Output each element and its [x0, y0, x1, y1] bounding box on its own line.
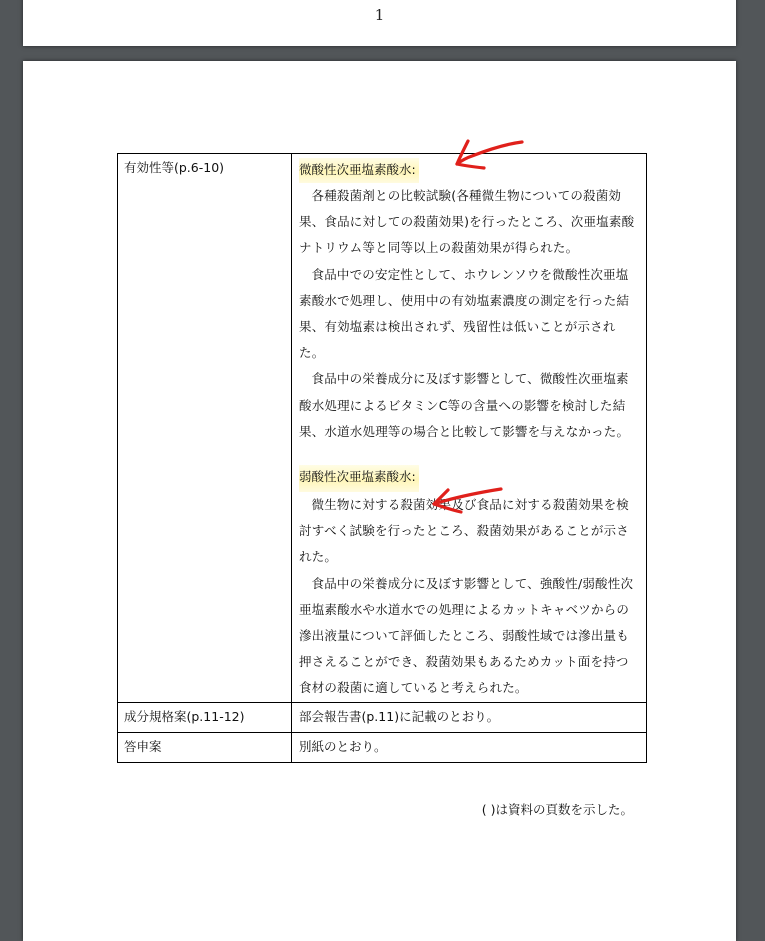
paragraph: 食品中での安定性として、ホウレンソウを微酸性次亜塩素酸水で処理し、使用中の有効塩素濃度の測定を行った結果、有効塩素は検出されず、残留性は低いことが示された。	[299, 266, 630, 361]
paragraph: 食品中の栄養成分に及ぼす影響として、微酸性次亜塩素酸水処理によるビタミンC等の含量への影響を検討した結果、水道水処理等の場合と比較して影響を与えなかった。	[299, 371, 630, 439]
page-number: 1	[374, 6, 385, 24]
paragraph: 食品中の栄養成分に及ぼす影響として、強酸性/弱酸性次亜塩素酸水や水道水での処理によるカットキャベツからの滲出液量について評価したところ、弱酸性域では滲出量も押さえることができ、殺菌効果もあるためカット面を持つ食材の殺菌に適していると考えられた。	[299, 575, 634, 696]
paragraph: 各種殺菌剤との比較試験(各種微生物についての殺菌効果、食品に対しての殺菌効果)を行ったところ、次亜塩素酸ナトリウム等と同等以上の殺菌効果が得られた。	[299, 188, 635, 256]
row-content-spec: 部会報告書(p.11)に記載のとおり。	[292, 702, 647, 732]
table-row-efficacy	[118, 154, 647, 703]
row-label-spec: 成分規格案(p.11-12)	[118, 702, 292, 732]
section-heading-slightly-acidic: 微酸性次亜塩素酸水:	[299, 158, 419, 183]
row-label-efficacy: 有効性等(p.6-10)	[118, 154, 292, 703]
paragraph: 微生物に対する殺菌効果及び食品に対する殺菌効果を検討すべく試験を行ったところ、殺菌効果があることが示された。	[299, 497, 630, 565]
row-label-report: 答申案	[118, 732, 292, 762]
row-content-report: 別紙のとおり。	[292, 732, 647, 762]
section-weakly-acidic	[299, 465, 640, 702]
previous-page	[23, 0, 736, 46]
table-row-report	[118, 732, 647, 762]
section-heading-weakly-acidic: 弱酸性次亜塩素酸水:	[299, 465, 419, 492]
section-slightly-acidic	[299, 158, 640, 445]
row-content-efficacy	[292, 154, 647, 703]
footnote: ( )は資料の頁数を示した。	[481, 802, 633, 817]
current-page	[23, 61, 736, 941]
table-row-spec	[118, 702, 647, 732]
summary-table	[117, 153, 647, 763]
